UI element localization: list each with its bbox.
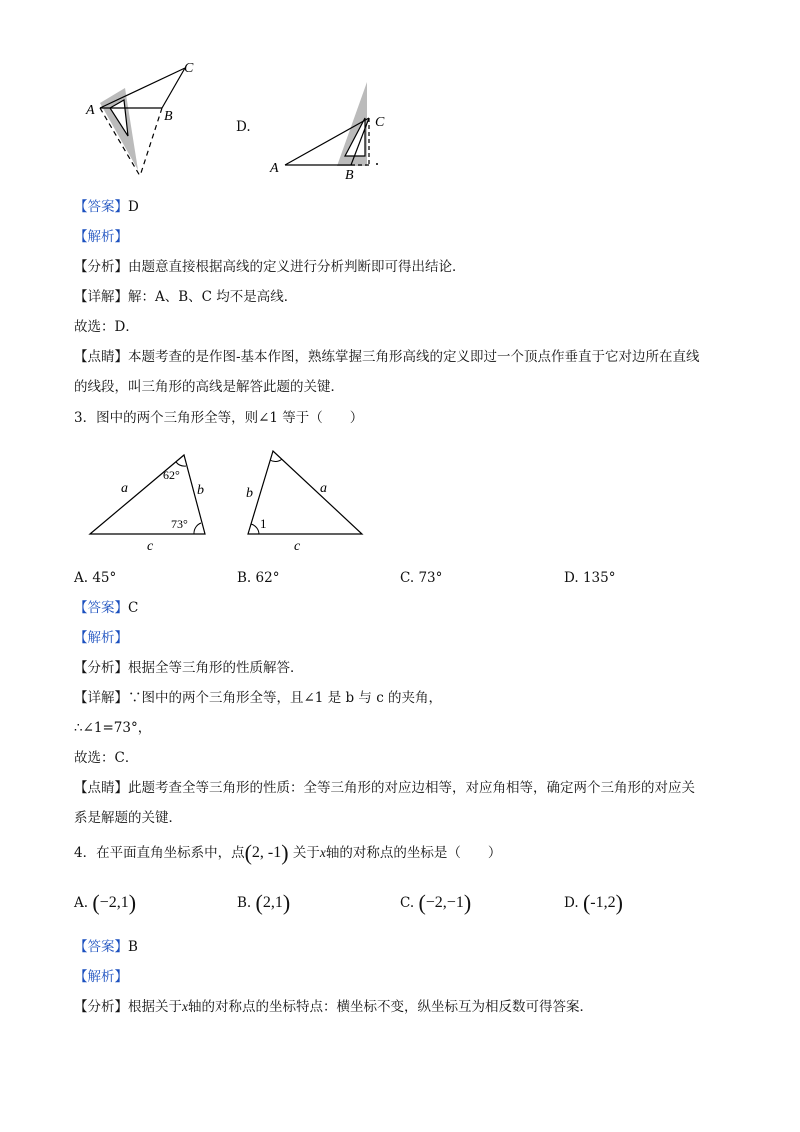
q4-option-d: D. (-1,2) [564,890,623,915]
q3-jiexi: 【解析】 [74,630,128,646]
option-d-figure [265,78,395,183]
q3-xiangjie [74,688,442,708]
side-c: c [147,539,154,554]
q3-dianjing-2: 系是解题的关键． [74,810,182,826]
q3-triangle-left [85,450,215,555]
dianjing-tag: 【点睛】 [74,780,128,796]
dianjing-text: 本题考查的是作图-基本作图，熟练掌握三角形高线的定义即过一个顶点作垂直于它对边所在直线 [128,349,700,365]
q2-fenxi [74,257,466,277]
fenxi-text: 由题意直接根据高线的定义进行分析判断即可得出结论． [128,259,466,275]
answer-value: C [128,600,139,616]
option-d-label: D. [236,119,251,135]
q3-dianjing-1 [74,778,695,798]
q4-option-a: A. (−2,1) [74,890,137,915]
xiangjie-text: ∵图中的两个三角形全等，且∠1 是 b 与 c 的夹角， [128,690,443,706]
xiangjie-tag: 【详解】 [74,690,128,706]
fenxi-tag: 【分析】 [74,259,128,275]
q4-option-c: C. (−2,−1) [400,890,472,915]
q3-guxuan: 故选：C． [74,750,139,766]
side-b: b [246,486,253,501]
label-a: A [270,161,279,176]
answer-tag: 【答案】 [74,199,128,215]
q3-question: 3．图中的两个三角形全等，则∠1 等于（ ） [74,410,364,426]
answer-tag: 【答案】 [74,939,128,955]
q3-option-b: B. 62° [237,570,280,586]
q3-triangle-right [240,450,370,555]
q2-guxuan: 故选：D． [74,319,139,335]
q4-fenxi: 【分析】根据关于x轴的对称点的坐标特点：横坐标不变，纵坐标互为相反数可得答案． [74,999,593,1015]
point-expr: (2, -1) [244,840,289,865]
side-b: b [197,483,204,498]
label-c: C [375,115,385,130]
side-a: a [121,481,128,496]
option-c-figure [80,58,210,183]
side-c: c [294,539,301,554]
answer-tag: 【答案】 [74,600,128,616]
answer-value: B [128,939,138,955]
fenxi-text: 根据全等三角形的性质解答． [128,660,304,676]
q4-answer [74,937,138,957]
q3-option-d: D. 135° [564,570,616,586]
label-c: C [184,61,194,76]
label-b: B [345,168,354,183]
q3-option-a: A. 45° [74,570,117,586]
q2-answer [74,197,139,217]
angle-62: 62° [163,468,180,482]
xiangjie-text: 解：A、B、C 均不是高线． [128,289,298,305]
q4-jiexi: 【解析】 [74,969,128,985]
dianjing-text: 此题考查全等三角形的性质：全等三角形的对应边相等，对应角相等，确定两个三角形的对应关 [128,780,695,796]
dianjing-tag: 【点睛】 [74,349,128,365]
label-b: B [164,109,173,124]
q3-fenxi [74,658,304,678]
q2-dianjing-1 [74,347,700,367]
xiangjie-tag: 【详解】 [74,289,128,305]
angle-73: 73° [171,517,188,531]
fenxi-tag: 【分析】 [74,660,128,676]
axis-x: x [319,845,326,860]
q2-xiangjie [74,287,297,307]
q2-jiexi: 【解析】 [74,229,128,245]
label-a: A [86,103,95,118]
answer-value: D [128,199,139,215]
q3-option-c: C. 73° [400,570,443,586]
q2-dianjing-2: 的线段，叫三角形的高线是解答此题的关键． [74,379,344,395]
q4-option-b: B. (2,1) [237,890,291,915]
axis-x: x [182,999,188,1014]
fenxi-tag: 【分析】 [74,999,128,1015]
q3-therefore: ∴∠1=73°， [74,720,152,736]
q3-answer [74,598,138,618]
side-a: a [320,481,327,496]
q4-question: 4．在平面直角坐标系中，点(2, -1) 关于x轴的对称点的坐标是（ ） [74,840,502,865]
angle-1: 1 [260,516,267,531]
